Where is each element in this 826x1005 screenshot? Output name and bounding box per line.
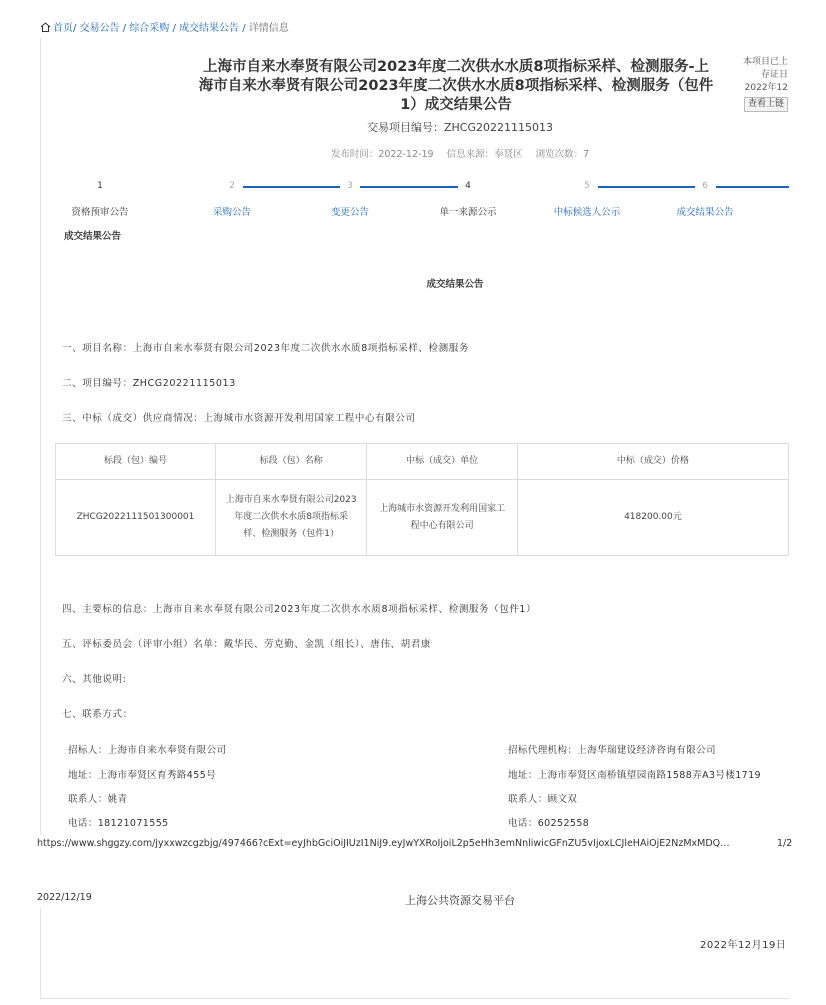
section-title: 成交结果公告 [426,279,484,290]
contact-agency-address: 地址：上海市奉贤区南桥镇望园南路1588弄A3号楼1719 [508,770,761,781]
step-prequalification: 资格预审公告 [71,207,129,218]
step-single-source: 单一来源公示 [439,207,497,218]
table-header-row [56,444,789,480]
meta-info [300,146,620,160]
cell-winner-line1: 上海城市水资源开发利用国家工 [379,503,506,514]
blockchain-text-1: 本项目已上 [742,57,788,67]
paragraph-project-number: 二、项目编号：ZHCG20221115013 [62,378,236,389]
contact-tenderer-person: 联系人：姚青 [68,794,128,805]
cell-lot-name-line3: 样、检测服务（包件1） [243,529,339,539]
result-table-wrapper [55,440,789,560]
cell-lot-name-line2: 年度二次供水水质8项指标采 [234,512,348,522]
step-1-number: 1 [97,181,103,191]
step-connector-6-next [716,186,789,188]
step-connector-2-3 [243,186,340,188]
step-6-number: 6 [702,181,708,191]
sub-tab-result[interactable]: 成交结果公告 [64,231,122,242]
contact-agency-person: 联系人：顾文双 [508,794,578,805]
header-winner: 中标（成交）单位 [367,444,518,480]
step-result-notice[interactable]: 成交结果公告 [676,207,734,218]
paragraph-supplier: 三、中标（成交）供应商情况：上海城市水资源开发利用国家工程中心有限公司 [62,413,416,424]
home-icon[interactable] [40,22,51,32]
blockchain-text-3: 2022年12 [744,83,788,93]
contact-agency-phone: 电话：60252558 [508,818,590,829]
content-border [40,38,41,835]
project-number: 交易项目编号：ZHCG20221115013 [367,121,553,134]
page2-border-left [40,908,41,998]
cell-lot-name [215,480,366,556]
breadcrumb-current: 详情信息 [248,23,289,34]
breadcrumb-trade-notice[interactable]: 交易公告 / [79,23,127,34]
cell-price: 418200.00元 [517,480,788,556]
step-5-number: 5 [584,181,590,191]
contact-tenderer-phone: 电话：18121071555 [68,818,169,829]
page2-signature-date: 2022年12月19日 [700,940,787,951]
table-row [56,480,789,556]
blockchain-panel [730,56,788,112]
agency-contact-block [508,738,790,833]
page2-date: 2022/12/19 [37,892,92,903]
step-3-number: 3 [347,181,353,191]
step-connector-3-4 [360,186,458,188]
cell-lot-name-line1: 上海市自来水奉贤有限公司2023 [225,495,357,505]
step-change-notice[interactable]: 变更公告 [330,207,369,218]
contact-tenderer: 招标人：上海市自来水奉贤有限公司 [68,745,227,756]
page2-border-bottom [40,998,790,999]
footer-url: https://www.shggzy.com/jyxxwzcgzbjg/497466?cExt=eyJhbGciOiJIUzI1NiJ9.eyJwYXRoIjoiL2p5eHh3emNnliwicGFnZU5vIjoxLCJleHAiOjE2NzMxMDQ… [37,838,730,849]
info-source: 信息来源：奉贤区 [446,149,523,160]
page-title: 上海市自来水奉贤有限公司2023年度二次供水水质8项指标采样、检测服务-上海市自来水奉贤有限公司2023年度二次供水水质8项指标采样、检测服务（包件1）成交结果公告 [198,59,714,113]
footer-page-number: 1/2 [777,838,793,849]
cell-winner-line2: 程中心有限公司 [410,520,474,531]
breadcrumb-integrated-procurement[interactable]: 综合采购 / [129,23,176,34]
step-connector-5-6 [598,186,695,188]
view-blockchain-button[interactable]: 查看上链 [744,97,788,112]
contact-agency: 招标代理机构：上海华瑞建设经济咨询有限公司 [508,745,716,756]
step-4-number: 4 [465,181,471,191]
page2-site-title: 上海公共资源交易平台 [405,894,515,907]
header-lot-code: 标段（包）编号 [56,444,216,480]
breadcrumb [40,19,289,34]
paragraph-project-name: 一、项目名称：上海市自来水奉贤有限公司2023年度二次供水水质8项指标采样、检测服务 [62,343,469,354]
header-price: 中标（成交）价格 [517,444,788,480]
breadcrumb-result-notice[interactable]: 成交结果公告 / [179,23,246,34]
cell-lot-code: ZHCG2022111501300001 [56,480,216,556]
publish-time: 发布时间：2022-12-19 [330,149,434,160]
cell-winner [367,480,518,556]
paragraph-main-subject: 四、主要标的信息：上海市自来水奉贤有限公司2023年度二次供水水质8项指标采样、检测服务（包件1） [62,604,537,615]
header-lot-name: 标段（包）名称 [215,444,366,480]
step-2-number: 2 [229,181,235,191]
result-table [55,443,789,556]
paragraph-contact-heading: 七、联系方式： [62,709,133,720]
breadcrumb-home[interactable]: 首页/ [53,23,77,34]
view-count: 浏览次数：7 [535,149,590,160]
step-procurement-notice[interactable]: 采购公告 [212,207,251,218]
blockchain-text-2: 存证日 [760,70,788,80]
paragraph-committee: 五、评标委员会（评审小组）名单：戴华民、劳克勤、金凯（组长）、唐伟、胡君康 [62,639,431,650]
step-candidate-notice[interactable]: 中标候选人公示 [553,207,621,218]
contact-tenderer-address: 地址：上海市奉贤区育秀路455号 [68,770,217,781]
paragraph-other: 六、其他说明: [62,674,127,685]
